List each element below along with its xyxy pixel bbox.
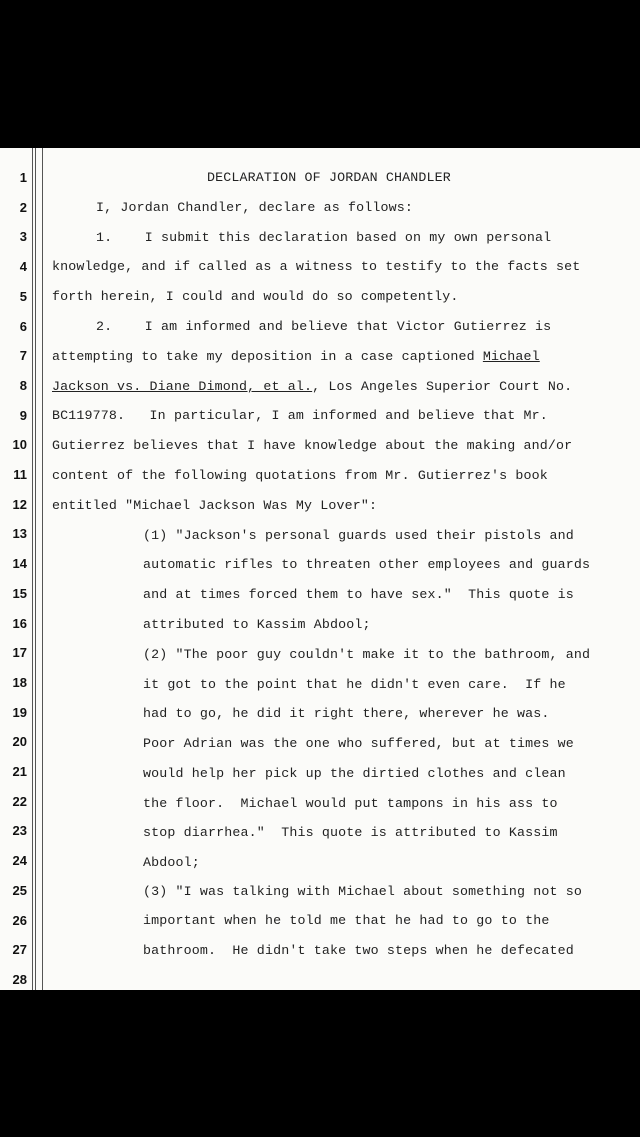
line-number: 7: [19, 348, 27, 364]
text-line-8-b: , Los Angeles Superior Court No.: [312, 379, 573, 394]
document-title: DECLARATION OF JORDAN CHANDLER: [207, 170, 451, 185]
text-line-6: 2. I am informed and believe that Victor Gutierrez is: [96, 319, 552, 334]
margin-rule-text: [42, 148, 43, 990]
line-number: 20: [12, 734, 27, 750]
text-line-7: [52, 349, 540, 364]
line-number: 15: [12, 585, 27, 601]
margin-rule-left-inner: [35, 148, 36, 990]
text-line-20: Poor Adrian was the one who suffered, but at times we: [143, 736, 574, 751]
line-number: 21: [12, 764, 27, 779]
line-number: 5: [19, 288, 27, 304]
text-line-3: 1. I submit this declaration based on my own personal: [96, 230, 552, 245]
line-number: 26: [12, 912, 27, 928]
text-line-7-a: attempting to take my deposition in a case captioned: [52, 349, 483, 364]
line-number: 28: [12, 971, 27, 987]
text-line-4: knowledge, and if called as a witness to testify to the facts set: [52, 259, 581, 274]
line-number: 18: [12, 674, 27, 690]
line-number: 4: [19, 259, 27, 275]
line-number: 14: [12, 556, 27, 572]
case-name-underlined: Michael: [482, 349, 540, 364]
text-line-17: (2) "The poor guy couldn't make it to the bathroom, and: [143, 647, 591, 662]
text-line-12: entitled "Michael Jackson Was My Lover":: [52, 498, 378, 513]
text-line-22: the floor. Michael would put tampons in his ass to: [143, 796, 558, 811]
line-number: 6: [19, 318, 27, 334]
text-line-16: attributed to Kassim Abdool;: [143, 617, 371, 632]
text-line-14: automatic rifles to threaten other employees and guards: [143, 557, 591, 572]
line-number: 19: [12, 704, 27, 720]
line-number: 27: [12, 942, 27, 958]
text-line-21: would help her pick up the dirtied clothes and clean: [143, 766, 566, 781]
text-line-9: BC119778. In particular, I am informed and believe that Mr.: [52, 408, 548, 423]
text-line-26: important when he told me that he had to go to the: [143, 913, 550, 928]
line-number: 1: [19, 170, 27, 185]
line-number: 24: [12, 853, 27, 869]
line-number: 25: [12, 882, 27, 898]
margin-rule-left: [32, 148, 33, 990]
line-number: 22: [12, 793, 27, 809]
text-line-2: I, Jordan Chandler, declare as follows:: [96, 200, 414, 215]
line-number: 10: [12, 437, 27, 453]
text-line-25: (3) "I was talking with Michael about something not so: [143, 884, 582, 899]
case-name-underlined-2: Jackson vs. Diane Dimond, et al.: [52, 379, 313, 394]
document-page: [0, 148, 640, 990]
line-number: 9: [19, 407, 27, 423]
text-line-11: content of the following quotations from Mr. Gutierrez's book: [52, 468, 548, 483]
line-number: 11: [13, 467, 27, 482]
line-number: 16: [12, 615, 27, 631]
line-number: 23: [12, 823, 27, 839]
text-line-23: stop diarrhea." This quote is attributed to Kassim: [143, 825, 558, 840]
line-number: 2: [19, 199, 27, 215]
text-line-18: it got to the point that he didn't even care. If he: [143, 677, 566, 692]
text-line-8: [52, 379, 572, 394]
text-line-13: (1) "Jackson's personal guards used their pistols and: [143, 528, 574, 543]
text-line-19: had to go, he did it right there, wherever he was.: [143, 706, 550, 721]
line-number: 8: [19, 377, 27, 393]
line-number: 3: [19, 229, 27, 245]
text-line-10: Gutierrez believes that I have knowledge about the making and/or: [52, 438, 573, 453]
text-line-24: Abdool;: [143, 855, 200, 870]
line-number: 13: [12, 526, 27, 542]
text-line-5: forth herein, I could and would do so competently.: [52, 289, 459, 304]
line-number: 17: [12, 645, 27, 661]
text-line-15: and at times forced them to have sex." This quote is: [143, 587, 574, 602]
line-number: 12: [12, 496, 27, 512]
text-line-27: bathroom. He didn't take two steps when he defecated: [143, 943, 574, 958]
